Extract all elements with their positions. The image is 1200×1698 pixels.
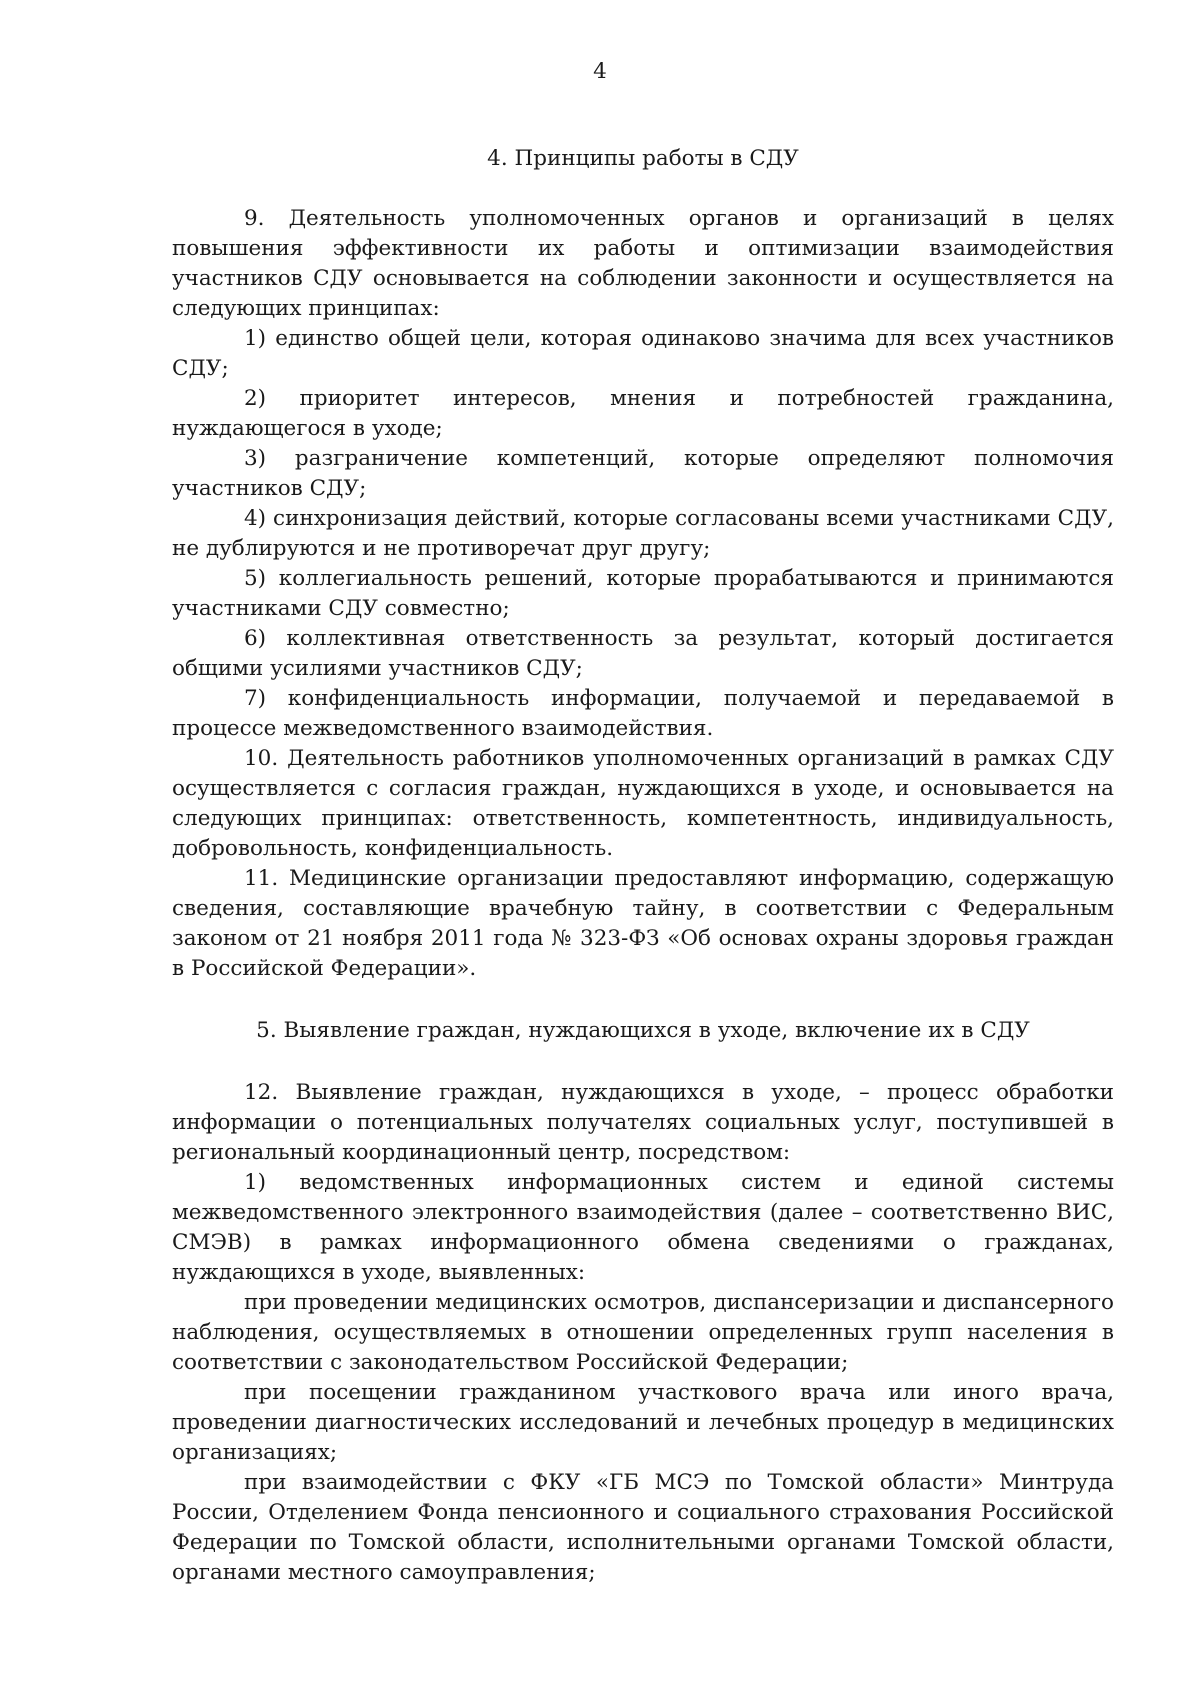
- case-interagency: при взаимодействии с ФКУ «ГБ МСЭ по Томской области» Минтруда России, Отделением Фонда пенсионного и социального страхования Российской Федерации по Томской области, исполнительными органами Томской области, органами местного самоуправления;: [172, 1470, 1114, 1585]
- paragraph-10: 10. Деятельность работников уполномоченных организаций в рамках СДУ осуществляется с согласия граждан, нуждающихся в уходе, и основывается на следующих принципах: ответственность, компетентность, индивидуальность, добровольность, конфиденциальность.: [172, 746, 1114, 861]
- paragraph-9: 9. Деятельность уполномоченных органов и организаций в целях повышения эффективности их работы и оптимизации взаимодействия участников СДУ основывается на соблюдении законности и осуществляется на следующих принципах:: [172, 206, 1114, 321]
- section-5-body: [172, 1078, 1114, 1588]
- paragraph-12: 12. Выявление граждан, нуждающихся в уходе, – процесс обработки информации о потенциальных получателях социальных услуг, поступившей в региональный координационный центр, посредством:: [172, 1080, 1114, 1165]
- paragraph-11: 11. Медицинские организации предоставляют информацию, содержащую сведения, составляющие врачебную тайну, в соответствии с Федеральным законом от 21 ноября 2011 года № 323-ФЗ «Об основах охраны здоровья граждан в Российской Федерации».: [172, 866, 1114, 981]
- list-item-1-vis: 1) ведомственных информационных систем и единой системы межведомственного электронного взаимодействия (далее – соответственно ВИС, СМЭВ) в рамках информационного обмена сведениями о гражданах, нуждающихся в уходе, выявленных:: [172, 1170, 1114, 1285]
- list-item-7: 7) конфиденциальность информации, получаемой и передаваемой в процессе межведомственного взаимодействия.: [172, 686, 1114, 741]
- section-4-body: [172, 204, 1114, 984]
- list-item-2: 2) приоритет интересов, мнения и потребностей гражданина, нуждающегося в уходе;: [172, 386, 1114, 441]
- list-item-3: 3) разграничение компетенций, которые определяют полномочия участников СДУ;: [172, 446, 1114, 501]
- list-item-5: 5) коллегиальность решений, которые прорабатываются и принимаются участниками СДУ совместно;: [172, 566, 1114, 621]
- document-body: [172, 144, 1114, 1588]
- section-5-heading: 5. Выявление граждан, нуждающихся в уходе, включение их в СДУ: [256, 1018, 1030, 1043]
- case-medical-exams: при проведении медицинских осмотров, диспансеризации и диспансерного наблюдения, осуществляемых в отношении определенных групп населения в соответствии с законодательством Российской Федерации;: [172, 1290, 1114, 1375]
- list-item-4: 4) синхронизация действий, которые согласованы всеми участниками СДУ, не дублируются и не противоречат друг другу;: [172, 506, 1114, 561]
- list-item-6: 6) коллективная ответственность за результат, который достигается общими усилиями участников СДУ;: [172, 626, 1114, 681]
- page-number: 4: [593, 59, 607, 84]
- case-doctor-visit: при посещении гражданином участкового врача или иного врача, проведении диагностических исследований и лечебных процедур в медицинских организациях;: [172, 1380, 1114, 1465]
- section-4-heading: 4. Принципы работы в СДУ: [487, 146, 799, 171]
- list-item-1: 1) единство общей цели, которая одинаково значима для всех участников СДУ;: [172, 326, 1114, 381]
